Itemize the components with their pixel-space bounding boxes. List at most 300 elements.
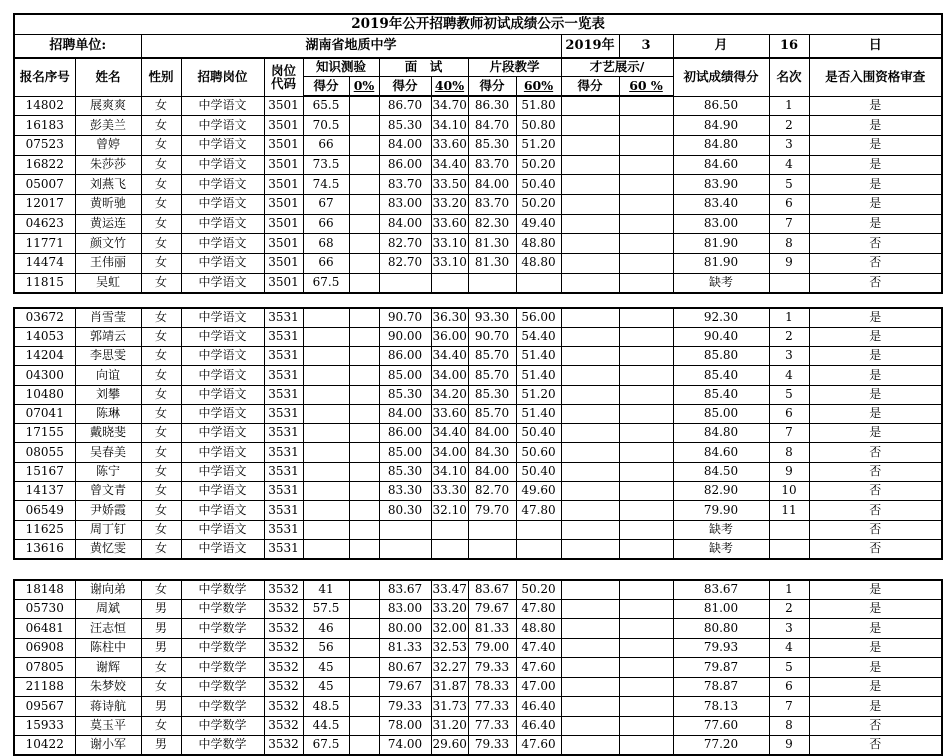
cell-interview-score: 78.00 — [379, 716, 431, 736]
cell-talent-weight — [619, 599, 673, 619]
cell-applicant-id: 09567 — [14, 697, 75, 717]
col-subheader-talent-score: 得分 — [561, 77, 619, 97]
cell-rank: 2 — [769, 327, 809, 346]
table-row — [14, 638, 942, 658]
cell-total-score: 80.80 — [673, 619, 769, 639]
cell-gender: 男 — [141, 638, 181, 658]
cell-interview-score: 86.00 — [379, 424, 431, 443]
cell-total-score: 77.20 — [673, 736, 769, 756]
cell-gender: 女 — [141, 214, 181, 234]
cell-talent-weight — [619, 443, 673, 462]
cell-interview-weight: 36.00 — [431, 327, 468, 346]
cell-talent-weight — [619, 366, 673, 385]
cell-post-code: 3531 — [264, 308, 303, 327]
cell-knowledge-score — [303, 366, 349, 385]
cell-talent-score — [561, 736, 619, 756]
cell-talent-weight — [619, 175, 673, 195]
col-header-knowledge-test: 知识测验 — [303, 58, 379, 77]
cell-post-code: 3532 — [264, 638, 303, 658]
cell-rank: 2 — [769, 599, 809, 619]
cell-post-code: 3531 — [264, 482, 303, 501]
col-header-segment-teaching: 片段教学 — [468, 58, 561, 77]
cell-total-score: 84.80 — [673, 424, 769, 443]
cell-total-score: 85.80 — [673, 346, 769, 365]
cell-qualified: 是 — [809, 346, 942, 365]
cell-name: 周斌 — [75, 599, 141, 619]
cell-knowledge-weight — [349, 96, 379, 116]
cell-interview-weight — [431, 539, 468, 558]
cell-total-score: 83.67 — [673, 580, 769, 600]
col-header-interview: 面 试 — [379, 58, 468, 77]
cell-post-code: 3532 — [264, 677, 303, 697]
cell-teaching-score: 84.70 — [468, 116, 516, 136]
cell-knowledge-weight — [349, 214, 379, 234]
cell-talent-score — [561, 482, 619, 501]
cell-total-score: 79.90 — [673, 501, 769, 520]
cell-talent-score — [561, 234, 619, 254]
cell-interview-score: 90.70 — [379, 308, 431, 327]
cell-post: 中学语文 — [181, 443, 264, 462]
title-row — [14, 14, 942, 35]
cell-name: 谢向弟 — [75, 580, 141, 600]
cell-talent-weight — [619, 424, 673, 443]
cell-qualified: 否 — [809, 234, 942, 254]
cell-qualified: 是 — [809, 175, 942, 195]
col-header-name: 姓名 — [75, 58, 141, 96]
cell-talent-score — [561, 135, 619, 155]
cell-teaching-weight: 47.40 — [516, 638, 561, 658]
cell-talent-score — [561, 116, 619, 136]
cell-talent-score — [561, 404, 619, 423]
cell-post-code: 3532 — [264, 580, 303, 600]
cell-applicant-id: 14137 — [14, 482, 75, 501]
cell-knowledge-score: 68 — [303, 234, 349, 254]
cell-interview-weight: 32.27 — [431, 658, 468, 678]
cell-total-score: 78.13 — [673, 697, 769, 717]
cell-knowledge-weight — [349, 599, 379, 619]
cell-knowledge-weight — [349, 443, 379, 462]
cell-applicant-id: 04623 — [14, 214, 75, 234]
cell-teaching-score: 85.70 — [468, 346, 516, 365]
cell-talent-weight — [619, 234, 673, 254]
table-row — [14, 116, 942, 136]
cell-rank: 1 — [769, 580, 809, 600]
cell-knowledge-score — [303, 501, 349, 520]
cell-talent-score — [561, 520, 619, 539]
cell-teaching-score: 79.70 — [468, 501, 516, 520]
cell-knowledge-weight — [349, 658, 379, 678]
cell-talent-score — [561, 327, 619, 346]
cell-post-code: 3501 — [264, 135, 303, 155]
cell-knowledge-score — [303, 346, 349, 365]
cell-qualified: 是 — [809, 697, 942, 717]
cell-interview-score: 79.33 — [379, 697, 431, 717]
cell-knowledge-score: 74.5 — [303, 175, 349, 195]
col-header-post: 招聘岗位 — [181, 58, 264, 96]
cell-interview-weight: 33.47 — [431, 580, 468, 600]
table-row — [14, 424, 942, 443]
cell-post: 中学语文 — [181, 385, 264, 404]
cell-applicant-id: 15933 — [14, 716, 75, 736]
block-gap — [13, 560, 947, 579]
cell-knowledge-weight — [349, 424, 379, 443]
table-row — [14, 385, 942, 404]
cell-talent-weight — [619, 327, 673, 346]
cell-talent-weight — [619, 214, 673, 234]
cell-gender: 女 — [141, 346, 181, 365]
cell-applicant-id: 11771 — [14, 234, 75, 254]
cell-teaching-weight: 46.40 — [516, 697, 561, 717]
cell-rank: 7 — [769, 214, 809, 234]
cell-total-score: 86.50 — [673, 96, 769, 116]
cell-teaching-weight: 47.60 — [516, 736, 561, 756]
table-row — [14, 539, 942, 558]
cell-teaching-score: 85.30 — [468, 135, 516, 155]
cell-interview-score: 82.70 — [379, 234, 431, 254]
cell-name: 莫玉平 — [75, 716, 141, 736]
cell-gender: 女 — [141, 175, 181, 195]
cell-rank: 7 — [769, 424, 809, 443]
cell-qualified: 是 — [809, 385, 942, 404]
cell-teaching-weight: 46.40 — [516, 716, 561, 736]
cell-applicant-id: 06908 — [14, 638, 75, 658]
cell-name: 吴春美 — [75, 443, 141, 462]
cell-applicant-id: 11625 — [14, 520, 75, 539]
col-header-post-code — [264, 58, 303, 96]
cell-applicant-id: 08055 — [14, 443, 75, 462]
cell-knowledge-score — [303, 462, 349, 481]
cell-post: 中学语文 — [181, 424, 264, 443]
cell-post: 中学数学 — [181, 638, 264, 658]
cell-qualified: 否 — [809, 736, 942, 756]
cell-interview-score: 86.00 — [379, 155, 431, 175]
cell-teaching-score — [468, 273, 516, 293]
cell-teaching-weight — [516, 520, 561, 539]
cell-interview-score: 80.30 — [379, 501, 431, 520]
cell-interview-weight: 34.20 — [431, 385, 468, 404]
cell-post: 中学语文 — [181, 308, 264, 327]
cell-total-score: 缺考 — [673, 273, 769, 293]
cell-applicant-id: 17155 — [14, 424, 75, 443]
cell-post-code: 3501 — [264, 96, 303, 116]
cell-gender: 女 — [141, 273, 181, 293]
cell-knowledge-score: 67 — [303, 194, 349, 214]
cell-interview-score: 85.00 — [379, 366, 431, 385]
cell-knowledge-weight — [349, 273, 379, 293]
day-value: 16 — [769, 35, 809, 59]
results-block-3531-table — [13, 307, 943, 560]
cell-rank: 9 — [769, 736, 809, 756]
cell-interview-score: 80.00 — [379, 619, 431, 639]
cell-teaching-score — [468, 520, 516, 539]
cell-knowledge-weight — [349, 539, 379, 558]
cell-post: 中学语文 — [181, 539, 264, 558]
cell-teaching-weight: 51.80 — [516, 96, 561, 116]
cell-teaching-weight: 49.60 — [516, 482, 561, 501]
cell-post-code: 3531 — [264, 346, 303, 365]
cell-name: 王伟丽 — [75, 254, 141, 274]
cell-talent-score — [561, 175, 619, 195]
table-row — [14, 234, 942, 254]
table-row — [14, 254, 942, 274]
table-row — [14, 482, 942, 501]
cell-teaching-weight: 50.20 — [516, 155, 561, 175]
cell-interview-score: 84.00 — [379, 135, 431, 155]
day-label: 日 — [809, 35, 942, 59]
cell-talent-weight — [619, 697, 673, 717]
cell-talent-score — [561, 308, 619, 327]
cell-post-code: 3532 — [264, 716, 303, 736]
cell-gender: 女 — [141, 385, 181, 404]
cell-total-score: 85.40 — [673, 366, 769, 385]
cell-talent-score — [561, 194, 619, 214]
cell-talent-weight — [619, 116, 673, 136]
cell-interview-score — [379, 273, 431, 293]
cell-knowledge-score — [303, 539, 349, 558]
cell-talent-weight — [619, 619, 673, 639]
cell-gender: 女 — [141, 194, 181, 214]
cell-knowledge-weight — [349, 482, 379, 501]
cell-knowledge-weight — [349, 501, 379, 520]
cell-teaching-weight: 49.40 — [516, 214, 561, 234]
cell-knowledge-score — [303, 443, 349, 462]
cell-teaching-score — [468, 539, 516, 558]
cell-applicant-id: 04300 — [14, 366, 75, 385]
cell-qualified: 是 — [809, 194, 942, 214]
cell-qualified: 否 — [809, 254, 942, 274]
cell-knowledge-score: 65.5 — [303, 96, 349, 116]
cell-post-code: 3532 — [264, 736, 303, 756]
cell-name: 向谊 — [75, 366, 141, 385]
cell-knowledge-score: 66 — [303, 135, 349, 155]
cell-qualified: 否 — [809, 443, 942, 462]
cell-interview-weight: 34.00 — [431, 443, 468, 462]
table-row — [14, 501, 942, 520]
cell-post: 中学数学 — [181, 736, 264, 756]
cell-teaching-weight: 48.80 — [516, 254, 561, 274]
table-row — [14, 697, 942, 717]
cell-teaching-weight: 51.40 — [516, 366, 561, 385]
cell-rank: 3 — [769, 346, 809, 365]
cell-total-score: 77.60 — [673, 716, 769, 736]
cell-teaching-score: 85.30 — [468, 385, 516, 404]
cell-post-code: 3532 — [264, 697, 303, 717]
cell-applicant-id: 16822 — [14, 155, 75, 175]
cell-interview-weight: 34.40 — [431, 424, 468, 443]
cell-teaching-score: 79.00 — [468, 638, 516, 658]
cell-teaching-score: 82.70 — [468, 482, 516, 501]
cell-applicant-id: 05730 — [14, 599, 75, 619]
cell-applicant-id: 15167 — [14, 462, 75, 481]
cell-rank: 5 — [769, 658, 809, 678]
cell-name: 肖雪莹 — [75, 308, 141, 327]
cell-post: 中学语文 — [181, 273, 264, 293]
cell-knowledge-weight — [349, 462, 379, 481]
cell-talent-score — [561, 214, 619, 234]
cell-interview-weight: 32.53 — [431, 638, 468, 658]
cell-interview-weight: 31.20 — [431, 716, 468, 736]
cell-name: 彭美兰 — [75, 116, 141, 136]
cell-rank: 2 — [769, 116, 809, 136]
cell-post: 中学语文 — [181, 520, 264, 539]
cell-interview-score: 85.30 — [379, 462, 431, 481]
cell-gender: 女 — [141, 424, 181, 443]
cell-talent-weight — [619, 404, 673, 423]
cell-post-code: 3501 — [264, 214, 303, 234]
table-row — [14, 308, 942, 327]
cell-teaching-weight: 50.60 — [516, 443, 561, 462]
cell-post: 中学数学 — [181, 619, 264, 639]
cell-talent-score — [561, 599, 619, 619]
header-row-1 — [14, 58, 942, 77]
cell-applicant-id: 21188 — [14, 677, 75, 697]
cell-gender: 男 — [141, 697, 181, 717]
cell-talent-score — [561, 346, 619, 365]
cell-teaching-weight: 48.80 — [516, 234, 561, 254]
cell-total-score: 79.93 — [673, 638, 769, 658]
cell-post-code: 3501 — [264, 175, 303, 195]
cell-applicant-id: 14053 — [14, 327, 75, 346]
cell-name: 刘攀 — [75, 385, 141, 404]
cell-name: 曾文青 — [75, 482, 141, 501]
cell-applicant-id: 14474 — [14, 254, 75, 274]
cell-knowledge-score: 57.5 — [303, 599, 349, 619]
cell-gender: 女 — [141, 308, 181, 327]
cell-applicant-id: 07805 — [14, 658, 75, 678]
cell-knowledge-weight — [349, 619, 379, 639]
cell-gender: 女 — [141, 366, 181, 385]
cell-teaching-weight: 47.80 — [516, 599, 561, 619]
cell-qualified: 否 — [809, 462, 942, 481]
cell-post: 中学语文 — [181, 482, 264, 501]
cell-knowledge-score: 45 — [303, 677, 349, 697]
cell-talent-score — [561, 273, 619, 293]
cell-knowledge-weight — [349, 677, 379, 697]
cell-knowledge-score: 46 — [303, 619, 349, 639]
cell-knowledge-score: 67.5 — [303, 736, 349, 756]
cell-post: 中学语文 — [181, 214, 264, 234]
unit-value: 湖南省地质中学 — [141, 35, 561, 59]
cell-teaching-weight: 51.40 — [516, 346, 561, 365]
cell-knowledge-score: 70.5 — [303, 116, 349, 136]
cell-knowledge-score: 56 — [303, 638, 349, 658]
cell-post-code: 3501 — [264, 194, 303, 214]
cell-post-code: 3531 — [264, 520, 303, 539]
cell-name: 黄运连 — [75, 214, 141, 234]
cell-interview-weight — [431, 273, 468, 293]
cell-knowledge-score — [303, 424, 349, 443]
cell-knowledge-weight — [349, 194, 379, 214]
cell-post: 中学语文 — [181, 96, 264, 116]
cell-gender: 女 — [141, 404, 181, 423]
cell-gender: 女 — [141, 520, 181, 539]
cell-interview-score: 80.67 — [379, 658, 431, 678]
cell-post-code: 3531 — [264, 501, 303, 520]
cell-gender: 女 — [141, 539, 181, 558]
cell-qualified: 否 — [809, 482, 942, 501]
cell-interview-weight: 34.10 — [431, 462, 468, 481]
cell-interview-weight: 33.10 — [431, 254, 468, 274]
cell-talent-weight — [619, 135, 673, 155]
cell-knowledge-score — [303, 327, 349, 346]
col-header-rank: 名次 — [769, 58, 809, 96]
col-header-applicant-id: 报名序号 — [14, 58, 75, 96]
cell-teaching-score: 77.33 — [468, 716, 516, 736]
cell-rank: 8 — [769, 443, 809, 462]
cell-total-score: 78.87 — [673, 677, 769, 697]
cell-teaching-score: 83.70 — [468, 194, 516, 214]
cell-name: 陈宁 — [75, 462, 141, 481]
cell-interview-weight: 34.40 — [431, 346, 468, 365]
cell-teaching-weight: 50.40 — [516, 462, 561, 481]
cell-interview-weight: 33.60 — [431, 404, 468, 423]
cell-qualified: 是 — [809, 116, 942, 136]
cell-qualified: 是 — [809, 658, 942, 678]
cell-name: 李思雯 — [75, 346, 141, 365]
cell-post: 中学语文 — [181, 346, 264, 365]
cell-talent-score — [561, 697, 619, 717]
cell-knowledge-score: 73.5 — [303, 155, 349, 175]
cell-post-code: 3501 — [264, 116, 303, 136]
cell-post: 中学语文 — [181, 194, 264, 214]
table-row — [14, 716, 942, 736]
cell-teaching-score: 84.00 — [468, 175, 516, 195]
cell-gender: 女 — [141, 658, 181, 678]
cell-qualified: 是 — [809, 327, 942, 346]
cell-gender: 女 — [141, 254, 181, 274]
results-block-3531 — [14, 308, 942, 559]
cell-knowledge-score — [303, 520, 349, 539]
cell-interview-weight: 33.20 — [431, 194, 468, 214]
cell-teaching-score: 78.33 — [468, 677, 516, 697]
cell-total-score: 79.87 — [673, 658, 769, 678]
year-value: 2019年 — [561, 35, 619, 59]
cell-interview-weight: 33.30 — [431, 482, 468, 501]
cell-talent-weight — [619, 346, 673, 365]
cell-interview-score — [379, 520, 431, 539]
cell-talent-score — [561, 366, 619, 385]
cell-qualified: 是 — [809, 214, 942, 234]
cell-teaching-weight: 47.60 — [516, 658, 561, 678]
cell-applicant-id: 13616 — [14, 539, 75, 558]
cell-total-score: 84.60 — [673, 155, 769, 175]
cell-total-score: 85.40 — [673, 385, 769, 404]
cell-interview-weight: 29.60 — [431, 736, 468, 756]
cell-interview-weight: 31.87 — [431, 677, 468, 697]
cell-knowledge-weight — [349, 638, 379, 658]
cell-interview-weight: 32.10 — [431, 501, 468, 520]
cell-rank: 8 — [769, 234, 809, 254]
table-row — [14, 346, 942, 365]
cell-teaching-weight: 51.20 — [516, 385, 561, 404]
cell-knowledge-score: 67.5 — [303, 273, 349, 293]
cell-qualified: 是 — [809, 677, 942, 697]
cell-name: 黄昕驰 — [75, 194, 141, 214]
cell-talent-weight — [619, 736, 673, 756]
cell-interview-score: 83.00 — [379, 599, 431, 619]
cell-qualified: 是 — [809, 580, 942, 600]
cell-knowledge-score: 66 — [303, 214, 349, 234]
cell-talent-weight — [619, 501, 673, 520]
results-block-3501 — [14, 96, 942, 293]
cell-teaching-score: 79.33 — [468, 736, 516, 756]
cell-knowledge-score — [303, 482, 349, 501]
cell-talent-weight — [619, 580, 673, 600]
month-label: 月 — [673, 35, 769, 59]
cell-talent-score — [561, 658, 619, 678]
cell-rank: 1 — [769, 96, 809, 116]
table-row — [14, 677, 942, 697]
